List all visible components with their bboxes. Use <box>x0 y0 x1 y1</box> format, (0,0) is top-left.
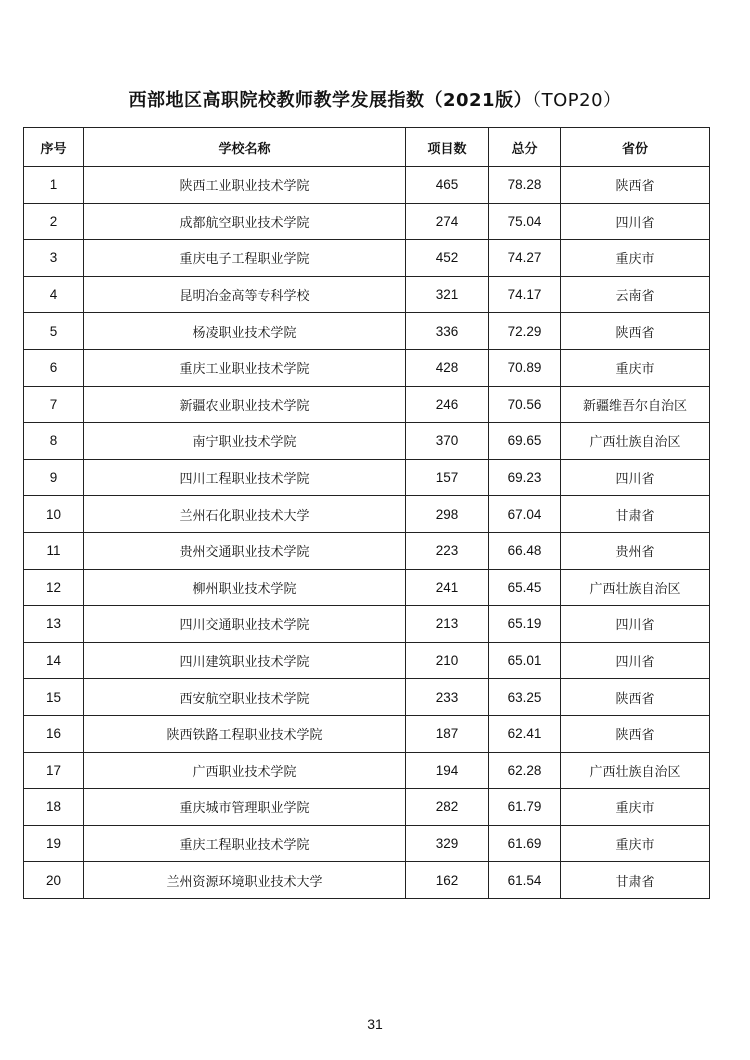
province-cell: 广西壮族自治区 <box>561 569 710 606</box>
total-score-cell: 74.17 <box>489 276 561 313</box>
header-province: 省份 <box>561 128 710 167</box>
school-name-cell: 重庆城市管理职业学院 <box>84 789 406 826</box>
total-score-cell: 65.45 <box>489 569 561 606</box>
total-score-cell: 69.65 <box>489 423 561 460</box>
rank-cell: 15 <box>24 679 84 716</box>
province-cell: 重庆市 <box>561 789 710 826</box>
project-count-cell: 233 <box>406 679 489 716</box>
rank-cell: 1 <box>24 167 84 204</box>
table-row <box>24 679 710 716</box>
total-score-cell: 62.28 <box>489 752 561 789</box>
page-title <box>0 86 750 112</box>
school-name-cell: 兰州石化职业技术大学 <box>84 496 406 533</box>
total-score-cell: 67.04 <box>489 496 561 533</box>
project-count-cell: 210 <box>406 642 489 679</box>
rank-cell: 6 <box>24 349 84 386</box>
total-score-cell: 69.23 <box>489 459 561 496</box>
table-row <box>24 203 710 240</box>
total-score-cell: 61.54 <box>489 862 561 899</box>
province-cell: 云南省 <box>561 276 710 313</box>
province-cell: 广西壮族自治区 <box>561 423 710 460</box>
total-score-cell: 74.27 <box>489 240 561 277</box>
rank-cell: 11 <box>24 532 84 569</box>
province-cell: 四川省 <box>561 203 710 240</box>
table-row <box>24 569 710 606</box>
school-name-cell: 贵州交通职业技术学院 <box>84 532 406 569</box>
project-count-cell: 162 <box>406 862 489 899</box>
table-row <box>24 276 710 313</box>
total-score-cell: 61.69 <box>489 825 561 862</box>
province-cell: 四川省 <box>561 459 710 496</box>
rank-cell: 20 <box>24 862 84 899</box>
province-cell: 贵州省 <box>561 532 710 569</box>
rank-cell: 5 <box>24 313 84 350</box>
school-name-cell: 广西职业技术学院 <box>84 752 406 789</box>
table-row <box>24 606 710 643</box>
table-row <box>24 386 710 423</box>
header-rank: 序号 <box>24 128 84 167</box>
table-row <box>24 862 710 899</box>
total-score-cell: 72.29 <box>489 313 561 350</box>
rank-cell: 7 <box>24 386 84 423</box>
project-count-cell: 187 <box>406 715 489 752</box>
title-suffix: （TOP20） <box>532 90 622 111</box>
table-row <box>24 459 710 496</box>
rank-cell: 8 <box>24 423 84 460</box>
rank-cell: 10 <box>24 496 84 533</box>
province-cell: 新疆维吾尔自治区 <box>561 386 710 423</box>
province-cell: 陕西省 <box>561 313 710 350</box>
province-cell: 四川省 <box>561 606 710 643</box>
school-name-cell: 成都航空职业技术学院 <box>84 203 406 240</box>
project-count-cell: 282 <box>406 789 489 826</box>
project-count-cell: 241 <box>406 569 489 606</box>
rank-cell: 13 <box>24 606 84 643</box>
header-school-name: 学校名称 <box>84 128 406 167</box>
total-score-cell: 70.89 <box>489 349 561 386</box>
province-cell: 甘肃省 <box>561 862 710 899</box>
rank-cell: 4 <box>24 276 84 313</box>
province-cell: 陕西省 <box>561 167 710 204</box>
ranking-table <box>23 127 710 899</box>
table-row <box>24 715 710 752</box>
rank-cell: 3 <box>24 240 84 277</box>
project-count-cell: 157 <box>406 459 489 496</box>
table-row <box>24 496 710 533</box>
school-name-cell: 新疆农业职业技术学院 <box>84 386 406 423</box>
province-cell: 重庆市 <box>561 349 710 386</box>
rank-cell: 16 <box>24 715 84 752</box>
project-count-cell: 428 <box>406 349 489 386</box>
project-count-cell: 336 <box>406 313 489 350</box>
school-name-cell: 南宁职业技术学院 <box>84 423 406 460</box>
project-count-cell: 321 <box>406 276 489 313</box>
table-body <box>24 167 710 899</box>
table-row <box>24 532 710 569</box>
province-cell: 四川省 <box>561 642 710 679</box>
school-name-cell: 柳州职业技术学院 <box>84 569 406 606</box>
school-name-cell: 重庆工业职业技术学院 <box>84 349 406 386</box>
school-name-cell: 重庆电子工程职业学院 <box>84 240 406 277</box>
project-count-cell: 194 <box>406 752 489 789</box>
school-name-cell: 陕西铁路工程职业技术学院 <box>84 715 406 752</box>
table-header-row <box>24 128 710 167</box>
rank-cell: 9 <box>24 459 84 496</box>
rank-cell: 19 <box>24 825 84 862</box>
province-cell: 甘肃省 <box>561 496 710 533</box>
total-score-cell: 66.48 <box>489 532 561 569</box>
school-name-cell: 四川交通职业技术学院 <box>84 606 406 643</box>
school-name-cell: 四川建筑职业技术学院 <box>84 642 406 679</box>
table-row <box>24 240 710 277</box>
school-name-cell: 杨凌职业技术学院 <box>84 313 406 350</box>
table-row <box>24 825 710 862</box>
school-name-cell: 昆明冶金高等专科学校 <box>84 276 406 313</box>
project-count-cell: 298 <box>406 496 489 533</box>
project-count-cell: 329 <box>406 825 489 862</box>
rank-cell: 14 <box>24 642 84 679</box>
school-name-cell: 西安航空职业技术学院 <box>84 679 406 716</box>
rank-cell: 18 <box>24 789 84 826</box>
page-number: 31 <box>367 1016 383 1032</box>
rank-cell: 12 <box>24 569 84 606</box>
project-count-cell: 452 <box>406 240 489 277</box>
province-cell: 陕西省 <box>561 715 710 752</box>
rank-cell: 2 <box>24 203 84 240</box>
project-count-cell: 274 <box>406 203 489 240</box>
header-total-score: 总分 <box>489 128 561 167</box>
school-name-cell: 四川工程职业技术学院 <box>84 459 406 496</box>
total-score-cell: 61.79 <box>489 789 561 826</box>
header-project-count: 项目数 <box>406 128 489 167</box>
total-score-cell: 65.01 <box>489 642 561 679</box>
project-count-cell: 246 <box>406 386 489 423</box>
project-count-cell: 465 <box>406 167 489 204</box>
table-row <box>24 349 710 386</box>
table-row <box>24 313 710 350</box>
table-row <box>24 789 710 826</box>
project-count-cell: 223 <box>406 532 489 569</box>
rank-cell: 17 <box>24 752 84 789</box>
total-score-cell: 78.28 <box>489 167 561 204</box>
province-cell: 陕西省 <box>561 679 710 716</box>
project-count-cell: 213 <box>406 606 489 643</box>
province-cell: 重庆市 <box>561 240 710 277</box>
province-cell: 广西壮族自治区 <box>561 752 710 789</box>
total-score-cell: 63.25 <box>489 679 561 716</box>
table-row <box>24 642 710 679</box>
total-score-cell: 70.56 <box>489 386 561 423</box>
table-row <box>24 423 710 460</box>
project-count-cell: 370 <box>406 423 489 460</box>
total-score-cell: 62.41 <box>489 715 561 752</box>
title-main: 西部地区高职院校教师教学发展指数（2021版） <box>128 90 533 111</box>
table-row <box>24 752 710 789</box>
school-name-cell: 陕西工业职业技术学院 <box>84 167 406 204</box>
table-row <box>24 167 710 204</box>
province-cell: 重庆市 <box>561 825 710 862</box>
total-score-cell: 65.19 <box>489 606 561 643</box>
total-score-cell: 75.04 <box>489 203 561 240</box>
school-name-cell: 兰州资源环境职业技术大学 <box>84 862 406 899</box>
school-name-cell: 重庆工程职业技术学院 <box>84 825 406 862</box>
